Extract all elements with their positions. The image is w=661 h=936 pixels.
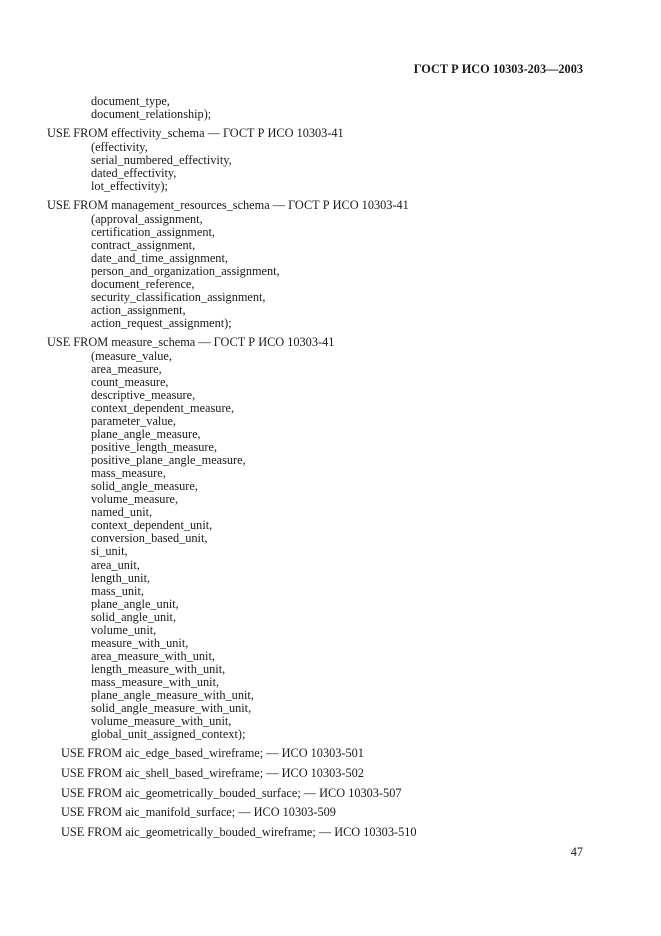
entity-item: security_classification_assignment, xyxy=(91,289,266,304)
page-number: 47 xyxy=(570,844,583,859)
aic-use-from-statement: USE FROM aic_manifold_surface; — ИСО 10303-509 xyxy=(61,805,336,820)
aic-use-from-statement: USE FROM aic_edge_based_wireframe; — ИСО 10303-501 xyxy=(61,746,364,761)
entity-item: count_measure, xyxy=(91,374,169,389)
entity-item: mass_measure, xyxy=(91,466,166,481)
entity-item: certification_assignment, xyxy=(91,224,215,239)
page-header-standard-title: ГОСТ Р ИСО 10303-203—2003 xyxy=(413,62,583,76)
entity-item: conversion_based_unit, xyxy=(91,531,208,546)
entity-item: measure_with_unit, xyxy=(91,635,189,650)
entity-item: dated_effectivity, xyxy=(91,165,177,180)
entity-item: positive_plane_angle_measure, xyxy=(91,453,246,467)
entity-item: (approval_assignment, xyxy=(91,211,203,226)
entity-item: (effectivity, xyxy=(91,139,148,154)
entity-item: solid_angle_measure_with_unit, xyxy=(91,701,252,716)
entity-item: solid_angle_unit, xyxy=(91,609,177,624)
entity-item: serial_numbered_effectivity, xyxy=(91,152,232,167)
entity-item: si_unit, xyxy=(91,544,128,559)
entity-item: context_dependent_measure, xyxy=(91,400,235,415)
entity-item: plane_angle_measure, xyxy=(91,426,201,441)
entity-item: (measure_value, xyxy=(91,348,172,363)
entity-item: person_and_organization_assignment, xyxy=(91,263,280,278)
entity-item: volume_unit, xyxy=(91,622,157,637)
use-from-statement: USE FROM effectivity_schema — ГОСТ Р ИСО 10303-41 xyxy=(47,125,344,140)
entity-item: length_unit, xyxy=(91,570,151,585)
continuation-item: document_relationship); xyxy=(91,106,212,121)
entity-item: length_measure_with_unit, xyxy=(91,662,226,676)
aic-use-from-statement: USE FROM aic_shell_based_wireframe; — ИСО 10303-502 xyxy=(61,765,364,780)
entity-item: plane_angle_unit, xyxy=(91,596,179,611)
entity-item: volume_measure, xyxy=(91,492,179,507)
entity-item: global_unit_assigned_context); xyxy=(91,727,246,742)
entity-item: solid_angle_measure, xyxy=(91,479,198,494)
entity-item: mass_unit, xyxy=(91,583,144,598)
entity-item: descriptive_measure, xyxy=(91,387,196,402)
aic-use-from-statement: USE FROM aic_geometrically_bouded_surface; — ИСО 10303-507 xyxy=(61,785,402,800)
use-from-statement: USE FROM measure_schema — ГОСТ Р ИСО 10303-41 xyxy=(47,334,335,349)
measure-schema-item-list xyxy=(0,350,661,742)
entity-item: parameter_value, xyxy=(91,413,177,428)
entity-item: mass_measure_with_unit, xyxy=(91,675,220,690)
entity-item: context_dependent_unit, xyxy=(91,518,213,533)
document-body xyxy=(0,95,661,839)
use-from-statement: USE FROM management_resources_schema — ГОСТ Р ИСО 10303-41 xyxy=(47,197,409,212)
continuation-item: document_type, xyxy=(91,93,170,108)
entity-item: action_request_assignment); xyxy=(91,315,232,330)
entity-item: date_and_time_assignment, xyxy=(91,250,228,265)
entity-item: action_assignment, xyxy=(91,302,186,317)
entity-item: area_measure_with_unit, xyxy=(91,648,215,663)
entity-item: area_measure, xyxy=(91,361,162,376)
entity-item: lot_effectivity); xyxy=(91,178,168,193)
entity-item: positive_length_measure, xyxy=(91,439,218,454)
entity-item: volume_measure_with_unit, xyxy=(91,714,232,729)
entity-item: plane_angle_measure_with_unit, xyxy=(91,688,254,703)
entity-item: area_unit, xyxy=(91,557,140,572)
entity-item: document_reference, xyxy=(91,276,195,291)
aic-use-from-statement: USE FROM aic_geometrically_bouded_wireframe; — ИСО 10303-510 xyxy=(61,824,417,839)
entity-item: contract_assignment, xyxy=(91,237,196,252)
entity-item: named_unit, xyxy=(91,505,153,520)
